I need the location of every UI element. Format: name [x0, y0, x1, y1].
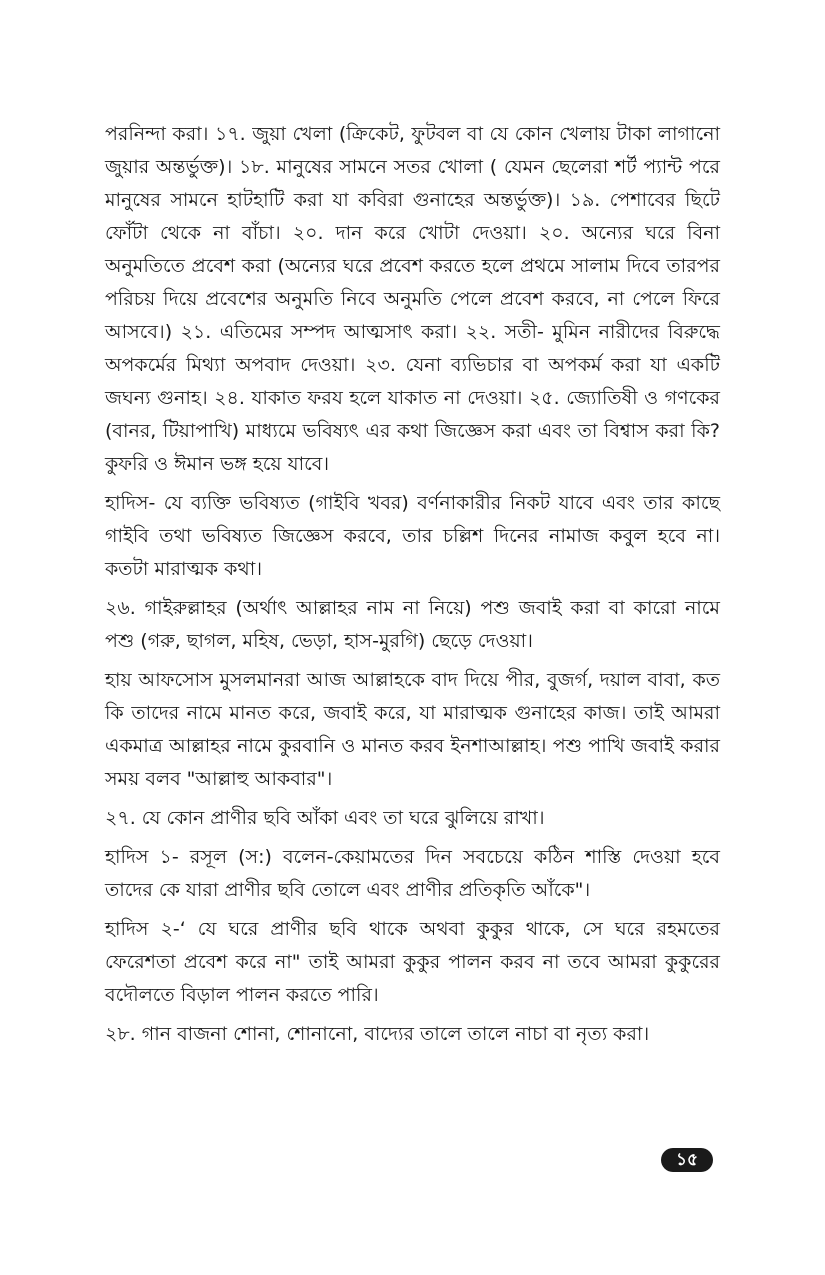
paragraph-sins-list: পরনিন্দা করা। ১৭. জুয়া খেলা (ক্রিকেট, ফুটবল বা যে কোন খেলায় টাকা লাগানো জুয়ার অন্তর্ভুক্ত)। ১৮. মানুষের সামনে সতর খোলা ( যেমন ছেলেরা শর্ট প্যান্ট পরে মানুষের সামনে হাটহাটি করা যা কবিরা গুনাহের অন্তর্ভুক্ত)। ১৯. পেশাবের ছিটে ফোঁটা থেকে না বাঁচা। ২০. দান করে খোটা দেওয়া। ২০. অন্যের ঘরে বিনা অনুমতিতে প্রবেশ করা (অন্যের ঘরে প্রবেশ করতে হলে প্রথমে সালাম দিবে তারপর পরিচয় দিয়ে প্রবেশের অনুমতি নিবে অনুমতি পেলে প্রবেশ করবে, না পেলে ফিরে আসবে।) ২১. এতিমের সম্পদ আত্মসাৎ করা। ২২. সতী- মুমিন নারীদের বিরুদ্ধে অপকর্মের মিথ্যা অপবাদ দেওয়া। ২৩. যেনা ব্যভিচার বা অপকর্ম করা যা একটি জঘন্য গুনাহ। ২৪. যাকাত ফরয হলে যাকাত না দেওয়া। ২৫. জ্যোতিষী ও গণকের (বানর, টিয়াপাখি) মাধ্যমে ভবিষ্যৎ এর কথা জিজ্ঞেস করা এবং তা বিশ্বাস করা কি? কুফরি ও ঈমান ভঙ্গ হয়ে যাবে। — [105, 123, 720, 475]
page-body — [105, 118, 720, 1057]
page-number: ১৫ — [661, 1148, 713, 1172]
paragraph-item-28: ২৮. গান বাজনা শোনা, শোনানো, বাদ্যের তালে তালে নাচা বা নৃত্য করা। — [105, 1023, 650, 1045]
paragraph-item-27: ২৭. যে কোন প্রাণীর ছবি আঁকা এবং তা ঘরে ঝুলিয়ে রাখা। — [105, 807, 545, 829]
paragraph-hadith-fortune: হাদিস- যে ব্যক্তি ভবিষ্যত (গাইবি খবর) বর্ণনাকারীর নিকট যাবে এবং তার কাছে গাইবি তথা ভবিষ্যত জিজ্ঞেস করবে, তার চল্লিশ দিনের নামাজ কবুল হবে না। কতটা মারাত্মক কথা। — [105, 492, 720, 580]
paragraph-regret: হায় আফসোস মুসলমানরা আজ আল্লাহকে বাদ দিয়ে পীর, বুজর্গ, দয়াল বাবা, কত কি তাদের নামে মানত করে, জবাই করে, যা মারাত্মক গুনাহের কাজ। তাই আমরা একমাত্র আল্লাহর নামে কুরবানি ও মানত করব ইনশাআল্লাহ। পশু পাখি জবাই করার সময় বলব "আল্লাহু আকবার"। — [105, 669, 720, 790]
paragraph-item-26: ২৬. গাইরুল্লাহর (অর্থাৎ আল্লাহর নাম না নিয়ে) পশু জবাই করা বা কারো নামে পশু (গরু, ছাগল, মহিষ, ভেড়া, হাস-মুরগি) ছেড়ে দেওয়া। — [105, 597, 720, 652]
paragraph-hadith-2: হাদিস ২-‘ যে ঘরে প্রাণীর ছবি থাকে অথবা কুকুর থাকে, সে ঘরে রহমতের ফেরেশতা প্রবেশ করে না" তাই আমরা কুকুর পালন করব না তবে আমরা কুকুরের বদৌলতে বিড়াল পালন করতে পারি। — [105, 918, 720, 1006]
paragraph-hadith-1: হাদিস ১- রসূল (স:) বলেন-কেয়ামতের দিন সবচেয়ে কঠিন শাস্তি দেওয়া হবে তাদের কে যারা প্রাণীর ছবি তোলে এবং প্রাণীর প্রতিকৃতি আঁকে"। — [105, 846, 720, 901]
